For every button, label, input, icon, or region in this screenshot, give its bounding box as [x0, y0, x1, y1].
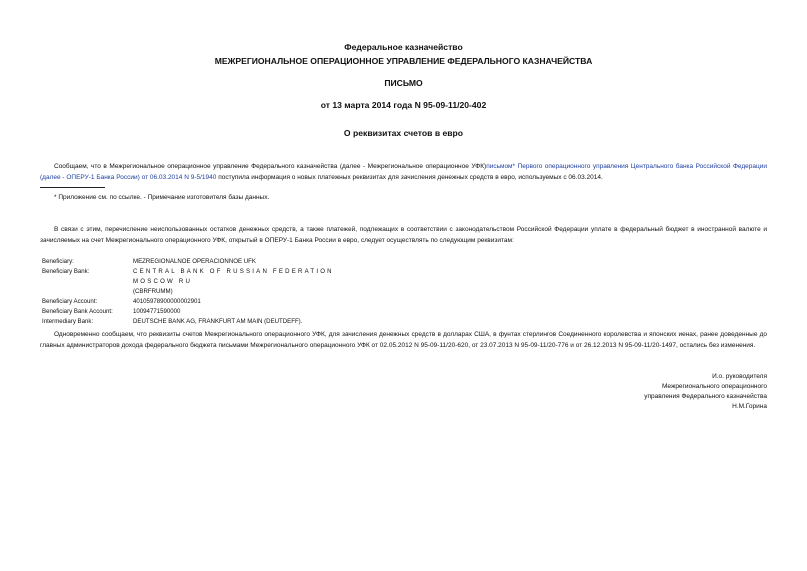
requisite-label: Beneficiary: [42, 258, 74, 265]
paragraph-requisites-intro: В связи с этим, перечисление неиспользованных остатков денежных средств, а также платежей, подлежащих в соответствии с законодательством Российской Федерации уплате в федеральный бюджет в иностранной валюте и зачисляемых на счет Межрегионального операционного УФК, открытый в ОПЕРУ-1 Банка России в евро, следует осуществлять по следующим реквизитам: [40, 226, 767, 244]
paragraph-intro [40, 161, 767, 183]
requisite-value-line2: (CBRFRUMM) [133, 288, 173, 295]
letter-reference-link[interactable]: письмом* Первого операционного управления Центрального банка Российской Федерации (далее - ОПЕРУ-1 Банка России) от 06.03.2014 N 9-5/1940 [40, 163, 767, 181]
intro-text-a: Сообщаем, что в Межрегиональное операционное управление Федерального казначейства (далее - Межрегиональное операционное УФК) [54, 163, 487, 170]
department-name: МЕЖРЕГИОНАЛЬНОЕ ОПЕРАЦИОННОЕ УПРАВЛЕНИЕ ФЕДЕРАЛЬНОГО КАЗНАЧЕЙСТВА [214, 56, 593, 66]
document-type: ПИСЬМО [384, 78, 423, 88]
table-row [40, 317, 354, 327]
document-date-number: от 13 марта 2014 года N 95-09-11/20-402 [320, 100, 487, 110]
table-row [40, 297, 354, 307]
requisite-label: Beneficiary Bank: [42, 268, 90, 275]
requisite-label: Beneficiary Bank Account: [42, 308, 113, 315]
requisite-value: 40105978900000002901 [133, 298, 201, 305]
requisite-value: MEZREGIONALNOE OPERACIONNOE UFK [133, 258, 256, 265]
footnote-divider [40, 187, 105, 188]
requisite-value-cell [131, 267, 354, 297]
signature-title-1: И.о. руководителя [712, 373, 767, 380]
requisite-value: DEUTSCHE BANK AG, FRANKFURT AM MAIN (DEUTDEFF). [133, 318, 303, 325]
agency-name: Федеральное казначейство [344, 42, 463, 52]
requisites-table [40, 257, 354, 327]
footnote: * Приложение см. по ссылке. - Примечание изготовителя базы данных. [54, 194, 270, 201]
paragraph-unchanged-accounts: Одновременно сообщаем, что реквизиты счетов Межрегионального операционного УФК, для зачисления денежных средств в долларах США, в фунтах стерлингов Соединенного королевства и японских иенах, ранее доведенные до главных администраторов дохода федерального бюджета письмами Межрегионального операционного УФК от 02.05.2012 N 95-09-11/20-620, от 23.07.2013 N 95-09-11/20-776 и от 26.12.2013 N 95-09-11/20-1497, остались без изменения. [40, 331, 767, 349]
requisite-label: Beneficiary Account: [42, 298, 98, 305]
signature-title-3: управления Федерального казначейства [644, 393, 767, 400]
table-row [40, 267, 354, 297]
signature-title-2: Межрегионального операционного [661, 383, 767, 390]
requisite-label: Intermediary Bank: [42, 318, 94, 325]
requisite-value: CENTRAL BANK OF RUSSIAN FEDERATION MOSCOW RU [133, 268, 334, 285]
signature-name: Н.М.Горина [732, 403, 767, 410]
intro-text-b: поступила информация о новых платежных реквизитах для зачисления денежных средств в евро, используемых с 06.03.2014. [218, 174, 603, 181]
requisite-value: 10094771590000 [133, 308, 181, 315]
document-subject: О реквизитах счетов в евро [343, 128, 464, 138]
table-row [40, 257, 354, 267]
table-row [40, 307, 354, 317]
